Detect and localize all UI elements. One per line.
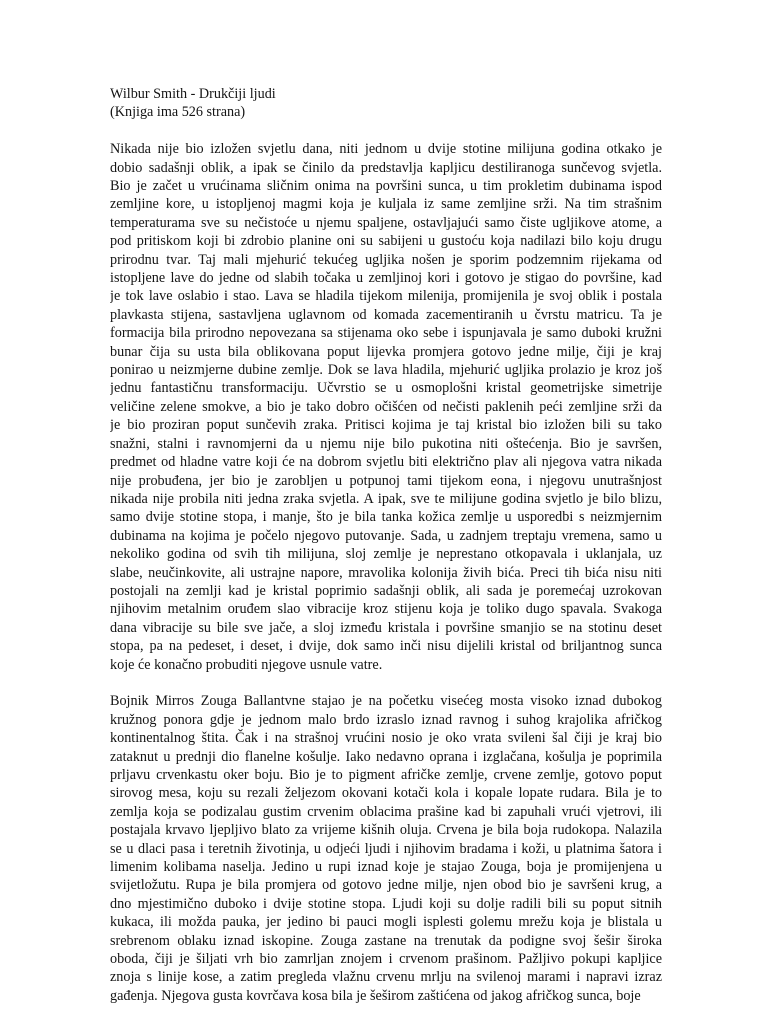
text-line: istopljene lave do jedne od slabih točaka u zemljinoj kori i gotovo je stigao do površine, kad (110, 270, 662, 287)
text-line: nikada nije probila niti jedna zraka svjetla. A ipak, sve te milijune godina svjetlo je bilo blizu, (110, 490, 662, 507)
text-line: oboda, čiji je šiljati vrh bio zamrljan znojem i crvenom prašinom. Pažljivo pokupi kapljice (110, 951, 662, 968)
text-line: srebrenom oblaku iznad iskopine. Zouga zastane na trenutak da podigne svoj šešir široka (110, 932, 662, 949)
text-line: je bio proziran poput sunčevih zraka. Pritisci kojima je taj kristal bio izložen bili su tako (110, 417, 662, 434)
text-line: se u dlaci pasa i teretnih životinja, u odjeći ljudi i njihovim bradama i koži, u platnima šatora i (110, 840, 662, 857)
paragraph-1 (110, 140, 662, 674)
paragraph-2 (110, 692, 662, 1005)
text-line: slabe, neučinkovite, ali ustrajne napore, mravolika kolonija živih bića. Preci tih bića nisu niti (110, 564, 662, 581)
text-line: znoja s linije kose, a zatim pregleda vlažnu crvenu mrlju na svilenoj marami i napravi izraz (110, 969, 662, 986)
text-line: svijetložutu. Rupa je bila promjera od gotovo jedne milje, njen obod bio je savršeni krug, a (110, 877, 662, 894)
text-line: dubinama na kojima je počelo njegovo putovanje. Sada, u zadnjem treptaju vremena, samo u (110, 527, 662, 544)
text-line: predmet od hladne vatre koji će na dobrom svjetlu biti električno plav ali njegova vatra nikada (110, 454, 662, 471)
text-line: plavkasta stijena, sastavljena uglavnom od komada zacementiranih u čvrstu matricu. Ta je (110, 306, 662, 323)
text-line: prirodnu tvar. Taj mali mjehurić tekućeg ugljika nošen je sporim podzemnim rijekama od (110, 251, 662, 268)
spacer (110, 674, 662, 692)
text-line: sirovog mesa, koju su rezali željezom okovani kotači kola i kopale lopate rudara. Bila je to (110, 785, 662, 802)
text-line: samo dvije stotine stopa, i manje, što je bila tanka kožica zemlje u usporedbi s neizmjernim (110, 509, 662, 526)
text-line: zataknut u prednji dio flanelne košulje. Iako nedavno oprana i izglačana, košulja je poprimila (110, 748, 662, 765)
text-line: formacija bila prirodno nepovezana sa stijenama oko sebe i ispunjavala je samo duboki kružni (110, 325, 662, 342)
text-line: postojali na zemlji kad je kristal poprimio sadašnji oblik, ali sada je poremećaj uzrokovan (110, 582, 662, 599)
text-line: Bio je začet u vrućinama sličnim onima na površini sunca, u tim prokletim dubinama ispod (110, 178, 662, 195)
text-line: dobio sadašnji oblik, a ipak se činilo da predstavlja kapljicu destiliranoga sunčevog svjetla. (110, 159, 662, 176)
text-line: veličine zelene smokve, a bio je tako dobro očišćen od nečisti paklenih peći zemljine srži da (110, 398, 662, 415)
text-line: jednu fantastičnu transformaciju. Učvrstio se u osmoplošni kristal geometrijske simetrije (110, 380, 662, 397)
text-line: je tok lave oslabio i stao. Lava se hladila tijekom milenija, promijenila je svoj oblik i postala (110, 288, 662, 305)
text-line: nekoliko godina od svih tih milijuna, sloj zemlje je neprestano otkopavala i uklanjala, uz (110, 546, 662, 563)
text-line: kontinentalnog štita. Čak i na strašnoj vrućini nosio je oko vrata svileni šal čiji je kraj bio (110, 730, 662, 747)
text-line: limenim kolibama naselja. Jedino u rupi iznad koje je stajao Zouga, boja je promijenjena u (110, 859, 662, 876)
text-line: Bojnik Mirros Zouga Ballantvne stajao je na početku visećeg mosta visoko iznad dubokog (110, 693, 662, 710)
text-line: snažni, stalni i ravnomjerni da u njemu nije bilo pukotina niti oštećenja. Bio je savršen, (110, 435, 662, 452)
document-title: Wilbur Smith - Drukčiji ljudi (110, 86, 276, 102)
text-line: postajala krvavo ljepljivo blato za vrijeme kišnih oluja. Crvena je bila boja rudokopa. Nalazila (110, 822, 662, 839)
text-line: ponirao u neizmjerne dubine zemlje. Dok se lava hladila, mjehurić ugljika prolazio je kroz još (110, 362, 662, 379)
text-line: dno mjestimično duboko i dvije stotine stopa. Ljudi koji su dolje radili bili su poput sitnih (110, 895, 662, 912)
text-line: njihovim metalnim oruđem slao vibracije kroz stijenu koja je toliko dugo spavala. Svakoga (110, 601, 662, 618)
text-line: dana vibracije su bile sve jače, a sloj između kristala i površine smanjio se na stotinu deset (110, 619, 662, 636)
text-line: nije probuđena, jer bio je zarobljen u potpunoj tami tijekom eona, i njegovu unutrašnjost (110, 472, 662, 489)
text-line: koje će konačno probuditi njegove usnule vatre. (110, 656, 383, 673)
text-line: Nikada nije bio izložen svjetlu dana, niti jednom u dvije stotine milijuna godina otkako je (110, 141, 662, 158)
text-line: bunar čija su usta bila oblikovana poput lijevka promjera gotovo jedne milje, čiji je kraj (110, 343, 662, 360)
text-line: zemljine kore, u istopljenoj magmi koja je kuljala iz same zemljine srži. Na tim strašnim (110, 196, 662, 213)
text-line: kružnog ponora gdje je jednom malo brdo izraslo iznad ravnog i suhog krajolika afričkog (110, 711, 662, 728)
spacer (110, 122, 662, 140)
text-line: stopa, pa na pedeset, i deset, i dvije, dok samo inči nisu dijelili kristal od briljantnog sunca (110, 638, 662, 655)
text-line: temperaturama sve su nečistoće u njemu spaljene, ostavljajući samo čiste ugljikove atome, a (110, 214, 662, 231)
document-subtitle: (Knjiga ima 526 strana) (110, 104, 246, 121)
text-line: prljavu crvenkastu oker boju. Bio je to pigment afričke zemlje, crvene zemlje, gotovo poput (110, 767, 662, 783)
text-line: kukaca, ili možda pauka, jer jedino bi pauci mogli isplesti golemu mrežu koja je blistala u (110, 914, 662, 931)
text-line: zemlja koja se podizalau gustim crvenim oblacima prašine kad bi zapuhali vrući vjetrovi, ili (110, 803, 662, 820)
text-line: gađenja. Njegova gusta kovrčava kosa bila je šeširom zaštićena od jakog afričkog sunca, boje (110, 987, 641, 1004)
text-line: pod pritiskom koji bi zdrobio planine oni su sabijeni u gustoću koja nadilazi bilo koju drugu (110, 233, 662, 250)
